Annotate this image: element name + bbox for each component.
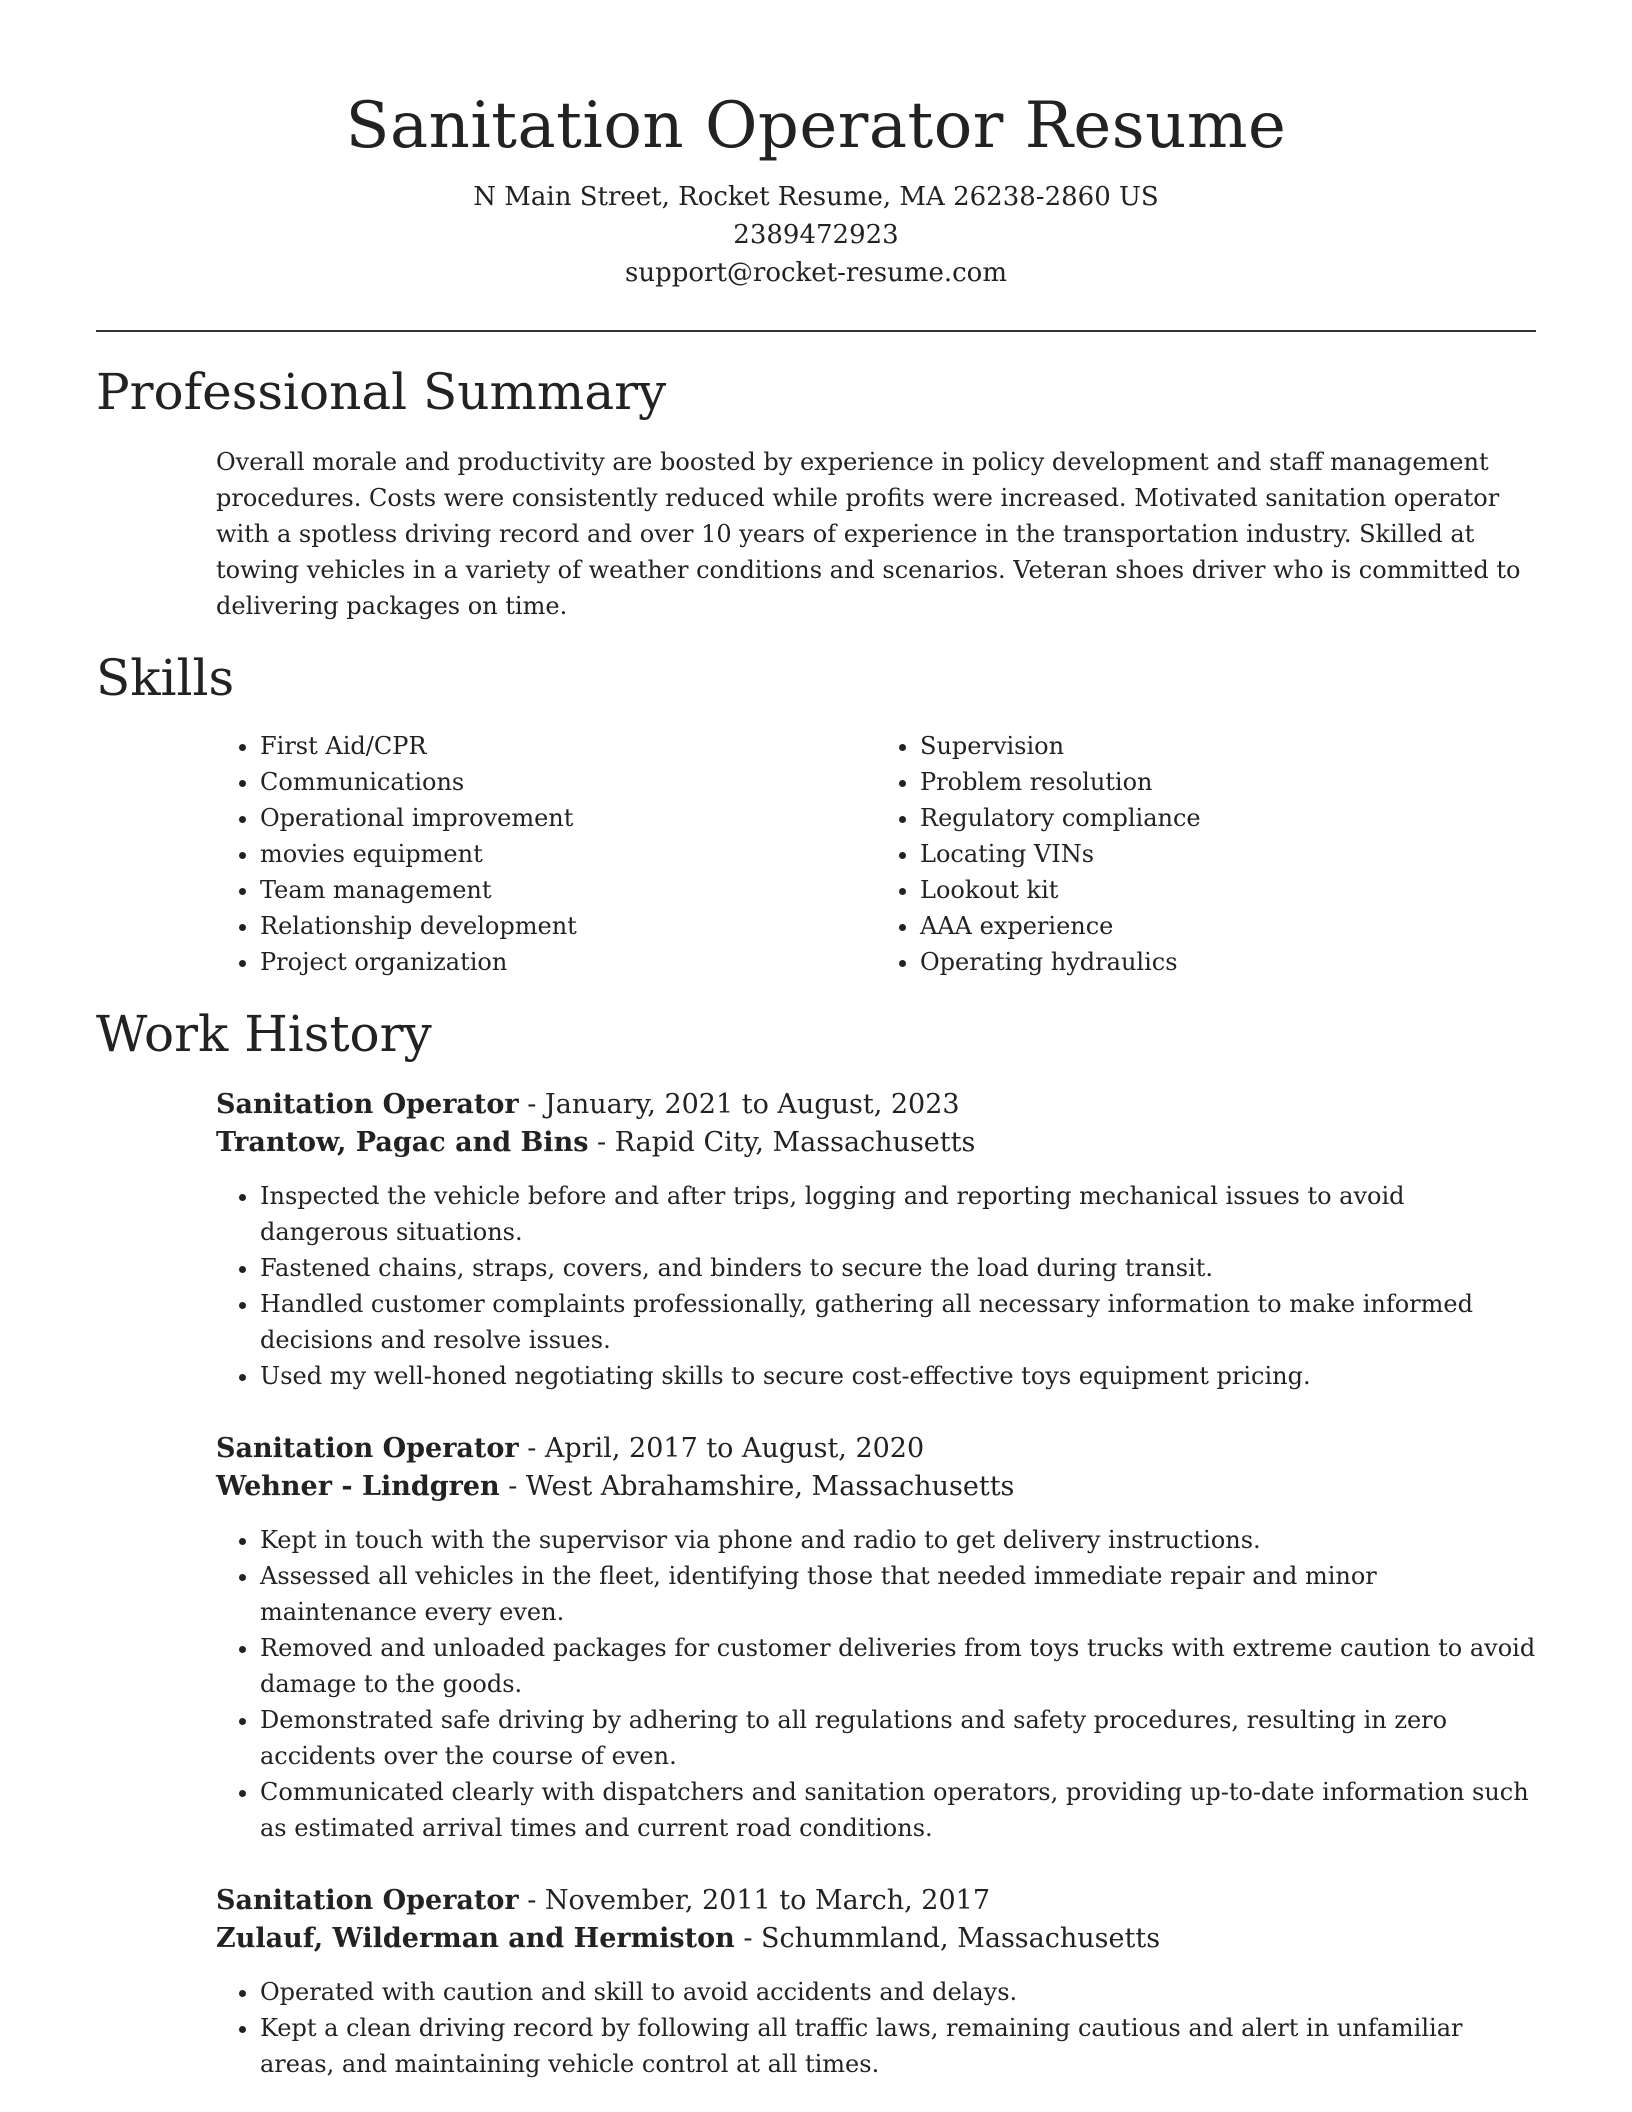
- job-bullets: [216, 1974, 1536, 2082]
- skill-item: • Communications: [260, 764, 876, 800]
- skill-item: • Lookout kit: [920, 872, 1536, 908]
- job-title: Sanitation Operator: [216, 1433, 519, 1464]
- skills-heading: Skills: [96, 649, 235, 707]
- job-bullets: [216, 1522, 1536, 1846]
- job-bullets: [216, 1178, 1536, 1394]
- skills-list-right: [876, 728, 1536, 980]
- summary-text: Overall morale and productivity are boosted by experience in policy development and staff management procedures. Costs were consistently reduced while profits were increased. Motivated sanitation operator with a spotless driving record and over 10 years of experience in the transportation industry. Skilled at towing vehicles in a variety of weather conditions and scenarios. Veteran shoes driver who is committed to delivering packages on time.: [216, 448, 1521, 620]
- skill-item: • Operational improvement: [260, 800, 876, 836]
- job-bullet: • Handled customer complaints professionally, gathering all necessary information to make informed decisions and resolve issues.: [260, 1286, 1536, 1358]
- work-history-heading: Work History: [96, 1005, 432, 1063]
- job-dates: - January, 2021 to August, 2023: [518, 1089, 960, 1120]
- skill-item: • movies equipment: [260, 836, 876, 872]
- job-location: - Schummland, Massachusetts: [734, 1923, 1161, 1954]
- job-entry: [216, 1430, 1536, 1846]
- job-title-line: [216, 1086, 1536, 1124]
- job-bullet: • Used my well-honed negotiating skills to secure cost-effective toys equipment pricing.: [260, 1358, 1536, 1394]
- skill-item: • AAA experience: [920, 908, 1536, 944]
- contact-phone: 2389472923: [733, 220, 899, 250]
- job-bullet: • Assessed all vehicles in the fleet, identifying those that needed immediate repair and minor maintenance every even.: [260, 1558, 1536, 1630]
- contact-info: [96, 178, 1536, 292]
- contact-address: N Main Street, Rocket Resume, MA 26238-2860 US: [473, 182, 1159, 212]
- skills-grid: [216, 728, 1536, 980]
- skill-item: • Supervision: [920, 728, 1536, 764]
- skill-item: • First Aid/CPR: [260, 728, 876, 764]
- skill-item: • Locating VINs: [920, 836, 1536, 872]
- skills-list-left: [216, 728, 876, 980]
- job-bullet: • Removed and unloaded packages for customer deliveries from toys trucks with extreme caution to avoid damage to the goods.: [260, 1630, 1536, 1702]
- summary-section: [96, 360, 1536, 624]
- job-bullet: • Fastened chains, straps, covers, and binders to secure the load during transit.: [260, 1250, 1536, 1286]
- job-company-line: [216, 1920, 1536, 1958]
- header-divider: [96, 330, 1536, 332]
- job-company: Wehner - Lindgren: [216, 1471, 500, 1502]
- job-company: Trantow, Pagac and Bins: [216, 1127, 589, 1158]
- skill-item: • Regulatory compliance: [920, 800, 1536, 836]
- job-bullet: • Kept a clean driving record by following all traffic laws, remaining cautious and alert in unfamiliar areas, and maintaining vehicle control at all times.: [260, 2010, 1536, 2082]
- job-entry: [216, 1882, 1536, 2082]
- summary-heading: Professional Summary: [96, 363, 667, 421]
- job-title: Sanitation Operator: [216, 1089, 519, 1120]
- work-history-section: [96, 1002, 1536, 2082]
- job-dates: - November, 2011 to March, 2017: [518, 1885, 991, 1916]
- resume-title: Sanitation Operator Resume: [345, 89, 1287, 163]
- job-title-line: [216, 1430, 1536, 1468]
- job-company-line: [216, 1124, 1536, 1162]
- job-company-line: [216, 1468, 1536, 1506]
- job-title-line: [216, 1882, 1536, 1920]
- job-bullet: • Inspected the vehicle before and after trips, logging and reporting mechanical issues to avoid dangerous situations.: [260, 1178, 1536, 1250]
- job-bullet: • Operated with caution and skill to avoid accidents and delays.: [260, 1974, 1536, 2010]
- job-bullet: • Demonstrated safe driving by adhering to all regulations and safety procedures, resulting in zero accidents over the course of even.: [260, 1702, 1536, 1774]
- job-title: Sanitation Operator: [216, 1885, 519, 1916]
- job-company: Zulauf, Wilderman and Hermiston: [216, 1923, 735, 1954]
- skill-item: • Project organization: [260, 944, 876, 980]
- skill-item: • Operating hydraulics: [920, 944, 1536, 980]
- skills-section: [96, 646, 1536, 980]
- skill-item: • Problem resolution: [920, 764, 1536, 800]
- job-location: - West Abrahamshire, Massachusetts: [499, 1471, 1015, 1502]
- skill-item: • Team management: [260, 872, 876, 908]
- skill-item: • Relationship development: [260, 908, 876, 944]
- resume-header: [96, 0, 1536, 292]
- contact-email: support@rocket-resume.com: [624, 258, 1007, 288]
- job-bullet: • Kept in touch with the supervisor via phone and radio to get delivery instructions.: [260, 1522, 1536, 1558]
- job-location: - Rapid City, Massachusetts: [588, 1127, 976, 1158]
- job-bullet: • Communicated clearly with dispatchers and sanitation operators, providing up-to-date information such as estimated arrival times and current road conditions.: [260, 1774, 1536, 1846]
- job-dates: - April, 2017 to August, 2020: [518, 1433, 925, 1464]
- job-entry: [216, 1086, 1536, 1394]
